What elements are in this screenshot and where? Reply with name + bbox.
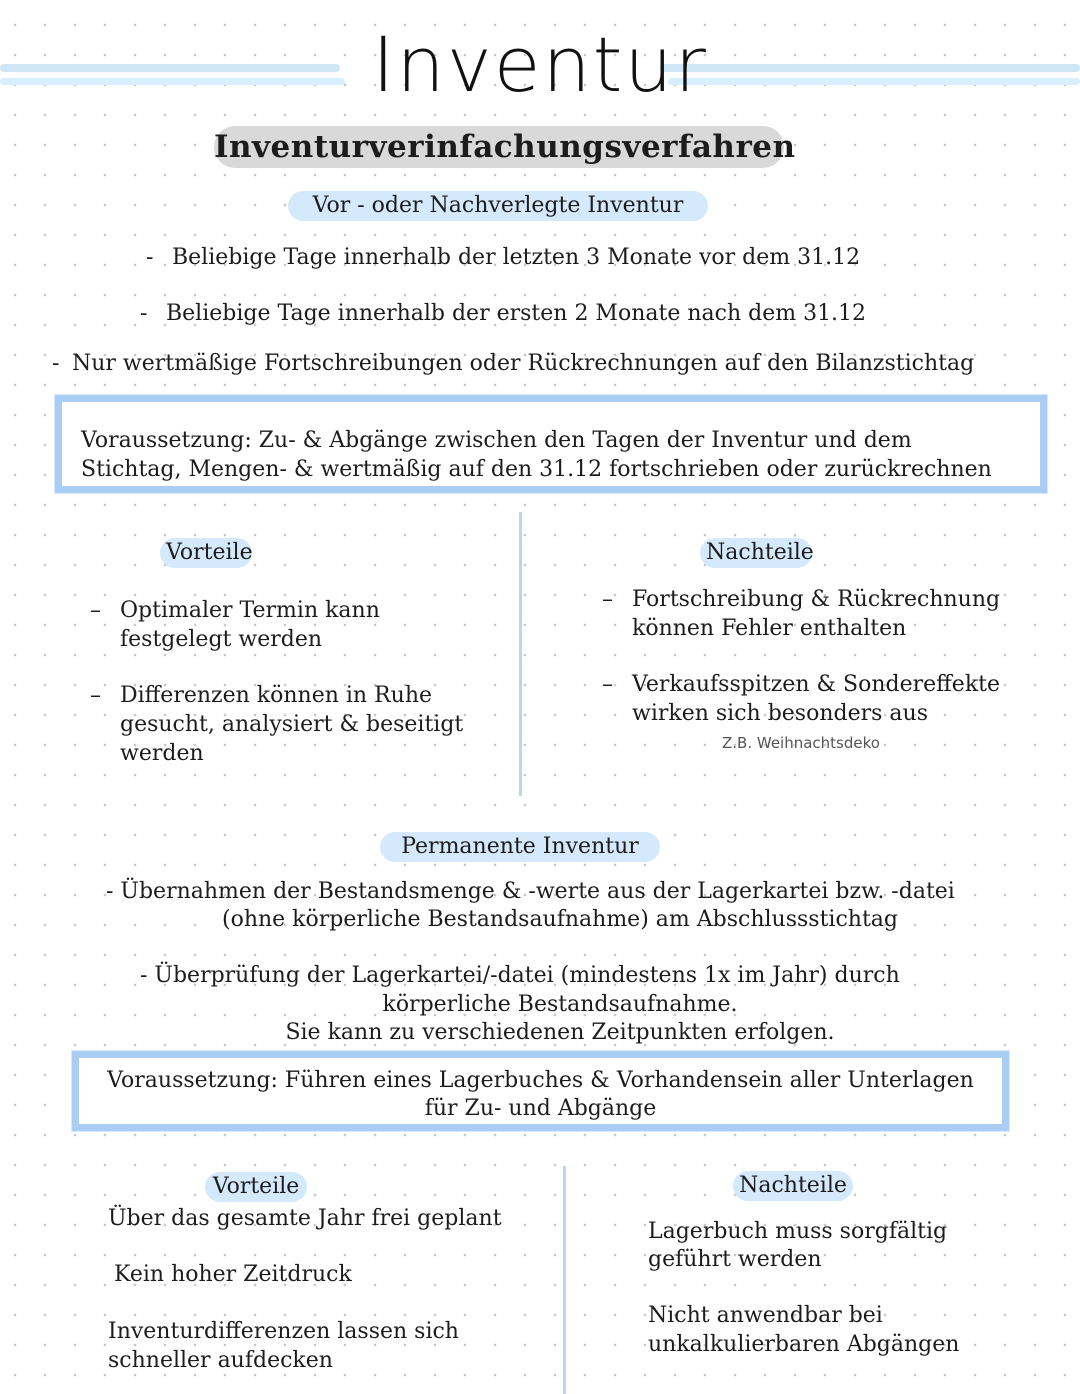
vor-nach-heading: Vor - oder Nachverlegte Inventur bbox=[288, 191, 708, 221]
voraussetzung-2-line-2: für Zu- und Abgänge bbox=[424, 1096, 657, 1121]
dash-marker: - bbox=[146, 245, 154, 270]
voraussetzung-2-line-1: Voraussetzung: Führen eines Lagerbuches & Vorhandensein aller Unterlagen bbox=[107, 1068, 974, 1093]
dash-marker: – bbox=[602, 672, 613, 697]
dash-marker: – bbox=[90, 598, 101, 623]
nachteil-item-2-line-1: Verkaufsspitzen & Sondereffekte bbox=[632, 672, 1001, 697]
vorteil-item-2-line-2: gesucht, analysiert & beseitigt bbox=[120, 712, 464, 737]
permanent-nachteil-item-1-line-1: Lagerbuch muss sorgfältig bbox=[648, 1219, 948, 1244]
permanent-vorteil-item-3-line-2: schneller aufdecken bbox=[108, 1348, 333, 1373]
column-divider bbox=[519, 512, 522, 796]
voraussetzung-box-2 bbox=[72, 1051, 1009, 1131]
permanent-point-2-line-1: - Überprüfung der Lagerkartei/-datei (mindestens 1x im Jahr) durch bbox=[140, 963, 900, 988]
nachteile-label: Nachteile bbox=[733, 1171, 853, 1201]
vor-nach-point-2 bbox=[140, 299, 866, 328]
vor-nach-point-2-text: Beliebige Tage innerhalb der ersten 2 Monate nach dem 31.12 bbox=[166, 301, 867, 326]
column-divider bbox=[563, 1166, 566, 1394]
vor-nach-point-1 bbox=[146, 243, 860, 272]
dash-marker: - bbox=[52, 351, 60, 376]
dash-marker: - bbox=[140, 301, 148, 326]
section-heading: Inventurverinfachungsverfahren bbox=[214, 126, 784, 168]
vorteil-item-1-line-1: Optimaler Termin kann bbox=[120, 598, 380, 623]
nachteil-item-2-line-2: wirken sich besonders aus bbox=[632, 701, 928, 726]
voraussetzung-box-1 bbox=[55, 395, 1047, 493]
permanent-point-2-line-3: Sie kann zu verschiedenen Zeitpunkten erfolgen. bbox=[285, 1020, 835, 1045]
permanent-point-1-line-2: (ohne körperliche Bestandsaufnahme) am Abschlussstichtag bbox=[222, 907, 898, 932]
permanent-vorteil-item-2: Kein hoher Zeitdruck bbox=[114, 1262, 352, 1287]
dash-marker: – bbox=[602, 587, 613, 612]
voraussetzung-1-line-2: Stichtag, Mengen- & wertmäßig auf den 31.12 fortschrieben oder zurückrechnen bbox=[81, 457, 992, 482]
permanent-vorteil-item-1: Über das gesamte Jahr frei geplant bbox=[108, 1206, 502, 1231]
nachteil-item-1-line-1: Fortschreibung & Rückrechnung bbox=[632, 587, 1001, 612]
permanent-nachteil-item-2-line-2: unkalkulierbaren Abgängen bbox=[648, 1332, 960, 1357]
voraussetzung-1-line-1: Voraussetzung: Zu- & Abgänge zwischen den Tagen der Inventur und dem bbox=[81, 428, 912, 453]
nachteil-item-1-line-2: können Fehler enthalten bbox=[632, 616, 907, 641]
example-note: Z.B. Weihnachtsdeko bbox=[722, 734, 880, 752]
dash-marker: – bbox=[90, 683, 101, 708]
vorteil-item-1-line-2: festgelegt werden bbox=[120, 627, 323, 652]
permanent-vorteil-item-3-line-1: Inventurdifferenzen lassen sich bbox=[108, 1319, 459, 1344]
permanent-nachteil-item-1-line-2: geführt werden bbox=[648, 1247, 822, 1272]
vorteile-label: Vorteile bbox=[160, 538, 252, 568]
permanent-point-2-line-2: körperliche Bestandsaufnahme. bbox=[382, 992, 738, 1017]
page-title: Inventur bbox=[372, 20, 708, 109]
vorteil-item-2-line-3: werden bbox=[120, 741, 204, 766]
nachteile-label: Nachteile bbox=[700, 538, 812, 568]
vor-nach-point-1-text: Beliebige Tage innerhalb der letzten 3 Monate vor dem 31.12 bbox=[172, 245, 861, 270]
permanent-point-1-line-1: - Übernahmen der Bestandsmenge & -werte aus der Lagerkartei bzw. -datei bbox=[106, 879, 955, 904]
vor-nach-point-3-text: Nur wertmäßige Fortschreibungen oder Rückrechnungen auf den Bilanzstichtag bbox=[72, 351, 975, 376]
vorteile-label: Vorteile bbox=[205, 1172, 307, 1202]
vor-nach-point-3 bbox=[52, 349, 974, 378]
permanent-heading: Permanente Inventur bbox=[380, 832, 660, 862]
permanent-nachteil-item-2-line-1: Nicht anwendbar bei bbox=[648, 1303, 883, 1328]
vorteil-item-2-line-1: Differenzen können in Ruhe bbox=[120, 683, 433, 708]
